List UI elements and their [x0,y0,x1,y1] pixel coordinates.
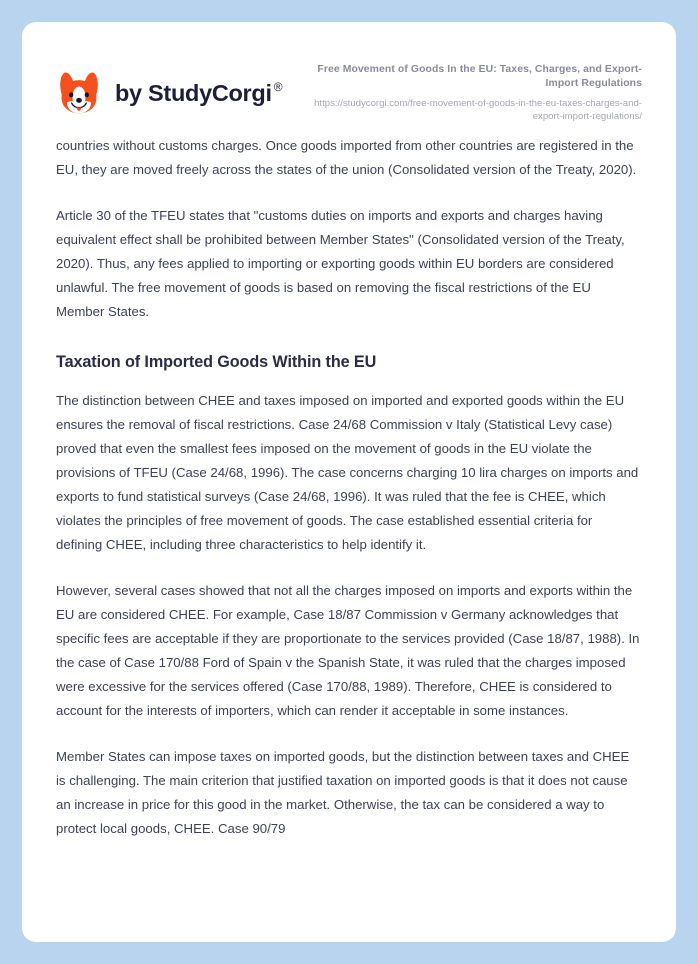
body-paragraph: countries without customs charges. Once goods imported from other countries are registered in the EU, they are moved freely across the states of the union (Consolidated version of the Treaty, 2020). [56,138,637,177]
document-source-url: https://studycorgi.com/free-movement-of-goods-in-the-eu-taxes-charges-and-export-import-regulations/ [314,97,642,123]
registered-trademark-icon: ® [273,79,283,94]
document-page-card [22,22,676,942]
document-header [22,22,676,134]
corgi-face-icon [56,70,102,116]
brand-wordmark [115,80,282,107]
brand-logo-block [56,70,282,116]
section-heading: Taxation of Imported Goods Within the EU [56,353,377,371]
body-paragraph: However, several cases showed that not all the charges imposed on imports and exports within the EU are considered CHEE. For example, Case 18/87 Commission v Germany acknowledges that specific fees are acceptable if they are proportionate to the services provided (Case 18/87, 1988). In the case of Case 170/88 Ford of Spain v the Spanish State, it was ruled that the charges imposed were excessive for the services offered (Case 170/88, 1989). Therefore, CHEE is considered to account for the interests of importers, which can render it acceptable in some instances. [56,583,640,719]
document-body [22,134,676,841]
body-paragraph: Member States can impose taxes on imported goods, but the distinction between taxes and CHEE is challenging. The main criterion that justified taxation on imported goods is that it does not cause an increase in price for this good in the market. Otherwise, the tax can be considered a way to protect local goods, CHEE. Case 90/79 [56,749,630,837]
document-header-meta [290,63,642,124]
body-paragraph: The distinction between CHEE and taxes imposed on imported and exported goods within the EU ensures the removal of fiscal restrictions. Case 24/68 Commission v Italy (Statistical Levy case) proved that even the smallest fees imposed on the movement of goods in the EU violate the provisions of TFEU (Case 24/68, 1996). The case concerns charging 10 lira charges on imports and exports to fund statistical surveys (Case 24/68, 1996). It was ruled that the fee is CHEE, which violates the principles of free movement of goods. The case established essential criteria for defining CHEE, including three characteristics to help identify it. [56,393,639,553]
brand-wordmark-text: by StudyCorgi [115,79,272,106]
body-paragraph: Article 30 of the TFEU states that "customs duties on imports and exports and charges having equivalent effect shall be prohibited between Member States" (Consolidated version of the Treaty, 2020). Thus, any fees applied to importing or exporting goods within EU borders are considered unlawful. The free movement of goods is based on removing the fiscal restrictions of the EU Member States. [56,208,625,319]
document-title: Free Movement of Goods In the EU: Taxes, Charges, and Export-Import Regulations [317,63,642,89]
